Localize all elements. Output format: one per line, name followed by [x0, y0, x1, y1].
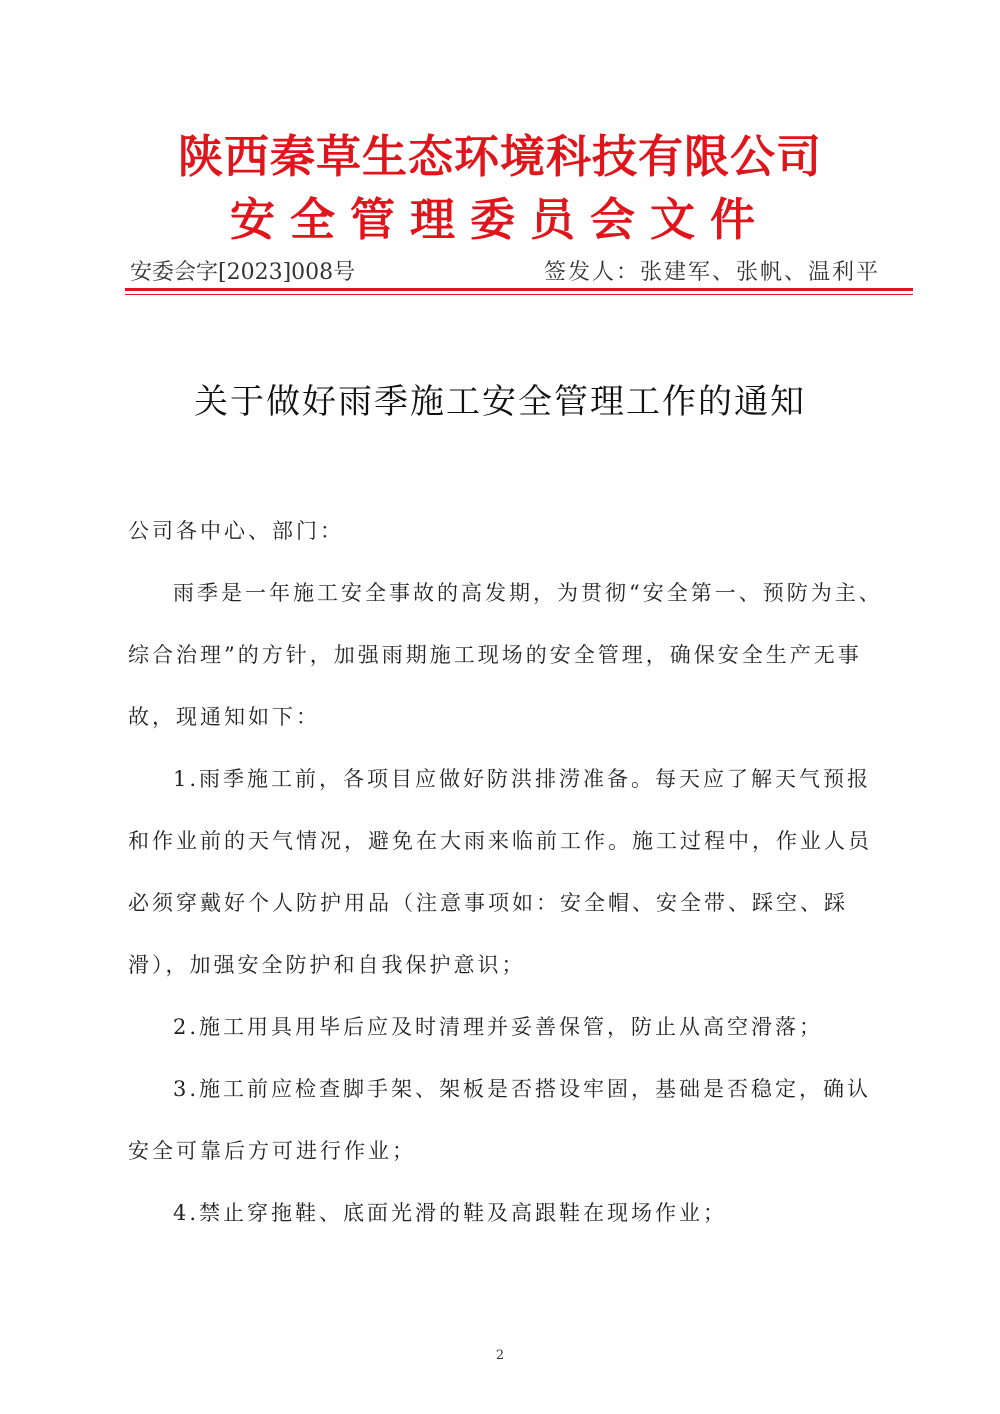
document-meta-row [130, 255, 880, 287]
organization-name: 陕西秦草生态环境科技有限公司 [177, 130, 822, 183]
header-divider-thin [125, 294, 913, 295]
salutation: 公司各中心、部门： [128, 519, 344, 543]
header-divider-thick [125, 288, 913, 291]
intro-paragraph: 雨季是一年施工安全事故的高发期，为贯彻“安全第一、预防为主、综合治理”的方针，加强雨期施工现场的安全管理，确保安全生产无事故，现通知如下： [128, 581, 883, 729]
document-type-title: 安全管理委员会文件 [229, 193, 770, 246]
notice-title: 关于做好雨季施工安全管理工作的通知 [194, 382, 806, 422]
list-item: 2.施工用具用毕后应及时清理并妥善保管，防止从高空滑落； [173, 1015, 824, 1039]
list-item: 4.禁止穿拖鞋、底面光滑的鞋及高跟鞋在现场作业； [173, 1201, 728, 1225]
page-number: 2 [495, 1348, 505, 1363]
list-item: 1.雨季施工前，各项目应做好防洪排涝准备。每天应了解天气预报和作业前的天气情况，避免在大雨来临前工作。施工过程中，作业人员必须穿戴好个人防护用品（注意事项如：安全帽、安全带、踩空、踩滑），加强安全防护和自我保护意识； [128, 767, 872, 977]
list-item: 3.施工前应检查脚手架、架板是否搭设牢固，基础是否稳定，确认安全可靠后方可进行作业； [128, 1077, 872, 1163]
signer-line: 签发人：张建军、张帆、温利平 [543, 260, 880, 285]
document-number: 安委会字[2023]008号 [130, 260, 356, 285]
